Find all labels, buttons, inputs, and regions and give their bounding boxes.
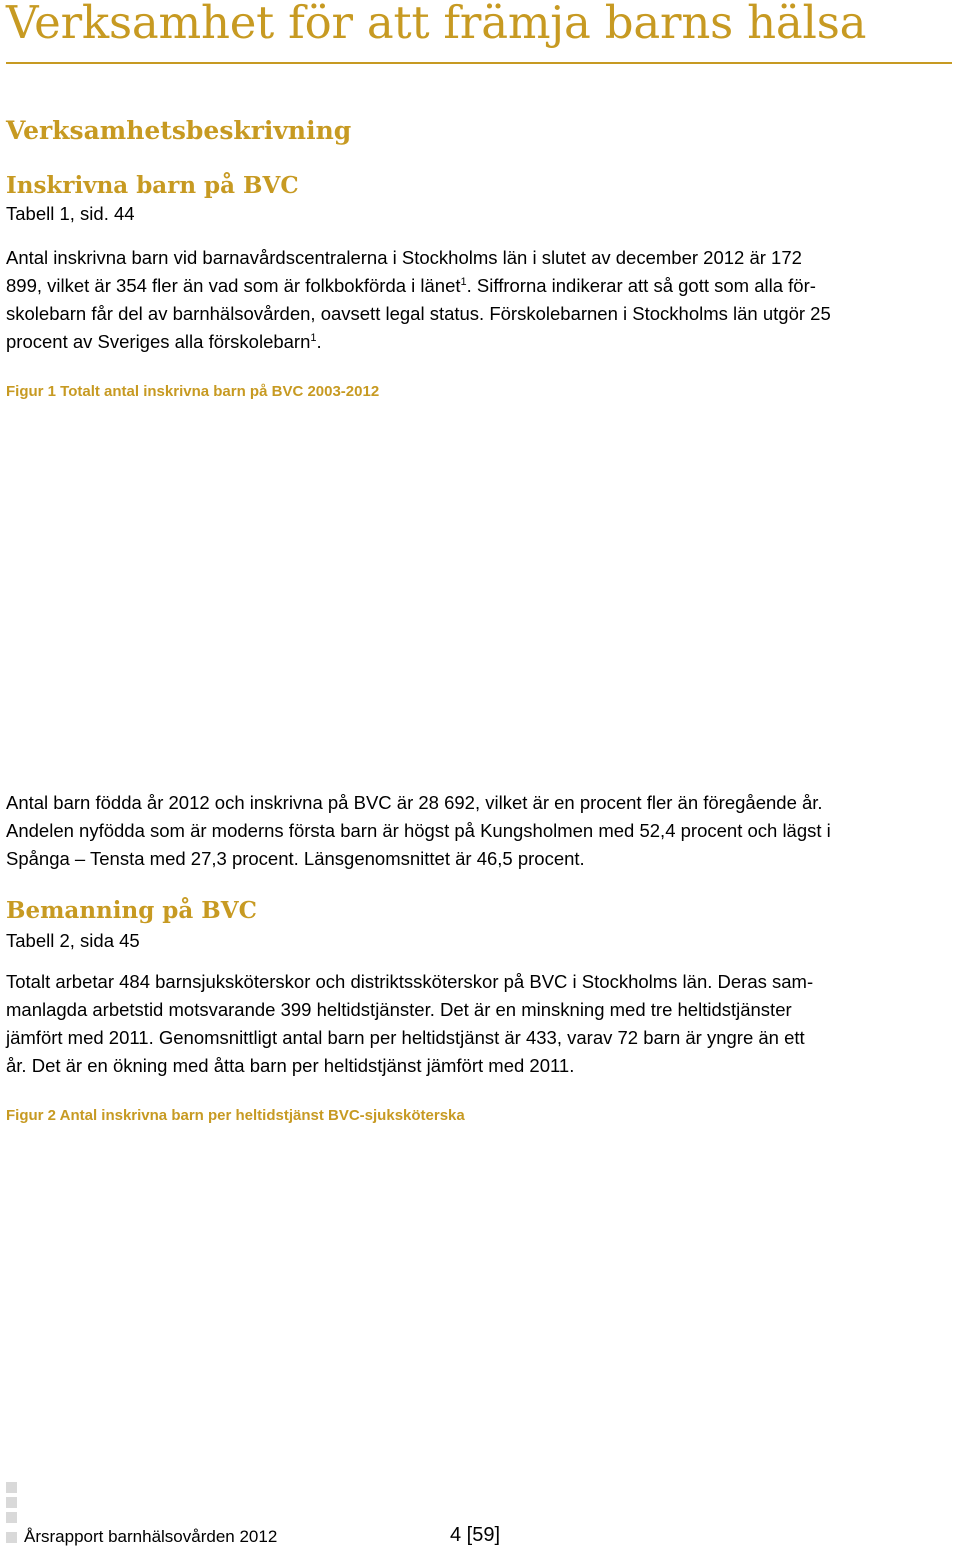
paragraph-line: manlagda arbetstid motsvarande 399 heltidstjänster. Det är en minskning med tre heltidstjänster [6, 999, 792, 1020]
paragraph-line: Spånga – Tensta med 27,3 procent. Länsgenomsnittet är 46,5 procent. [6, 848, 585, 869]
figure-1-caption: Figur 1 Totalt antal inskrivna barn på BVC 2003-2012 [6, 383, 380, 400]
subheading-bemanning: Bemanning på BVC [6, 897, 257, 924]
paragraph-line: Andelen nyfödda som är moderns första barn är högst på Kungsholmen med 52,4 procent och lägst i [6, 820, 831, 841]
page-title: Verksamhet för att främja barns hälsa [6, 0, 867, 49]
line-text: . Siffrorna indikerar att så gott som alla för- [466, 275, 816, 296]
line-text: 899, vilket är 354 fler än vad som är folkbokförda i länet [6, 275, 461, 296]
paragraph-line: Antal inskrivna barn vid barnavårdscentralerna i Stockholms län i slutet av december 2012 är 172 [6, 247, 802, 268]
table-reference: Tabell 2, sida 45 [6, 930, 140, 951]
figure-2-area [6, 1135, 946, 1465]
decor-square [6, 1497, 17, 1508]
figure-2-caption: Figur 2 Antal inskrivna barn per heltidstjänst BVC-sjuksköterska [6, 1107, 465, 1124]
section-heading: Verksamhetsbeskrivning [6, 116, 352, 145]
decor-square [6, 1512, 17, 1523]
paragraph-line: Antal barn födda år 2012 och inskrivna på BVC är 28 692, vilket är en procent fler än föregående år. [6, 792, 823, 813]
line-text: . [316, 331, 322, 352]
footnote-mark: 1 [310, 331, 317, 344]
paragraph-line: år. Det är en ökning med åtta barn per heltidstjänst jämfört med 2011. [6, 1055, 575, 1076]
footnote-mark: 1 [460, 275, 467, 288]
paragraph-line: skolebarn får del av barnhälsovården, oavsett legal status. Förskolebarnen i Stockholms län utgör 25 [6, 303, 831, 324]
paragraph-line [6, 272, 816, 300]
table-reference: Tabell 1, sid. 44 [6, 203, 135, 224]
paragraph-line: Totalt arbetar 484 barnsjuksköterskor och distriktssköterskor på BVC i Stockholms län. Deras sam- [6, 971, 814, 992]
paragraph-line: jämfört med 2011. Genomsnittligt antal barn per heltidstjänst är 433, varav 72 barn är yngre än ett [6, 1027, 805, 1048]
line-text: procent av Sveriges alla förskolebarn [6, 331, 311, 352]
title-rule [6, 62, 952, 64]
subheading-inskrivna: Inskrivna barn på BVC [6, 172, 299, 199]
paragraph-line [6, 328, 322, 356]
figure-1-area [6, 410, 946, 780]
decor-square [6, 1482, 17, 1493]
decor-square [6, 1532, 17, 1543]
footer-report-title: Årsrapport barnhälsovården 2012 [24, 1527, 278, 1546]
page-number: 4 [59] [450, 1524, 501, 1546]
